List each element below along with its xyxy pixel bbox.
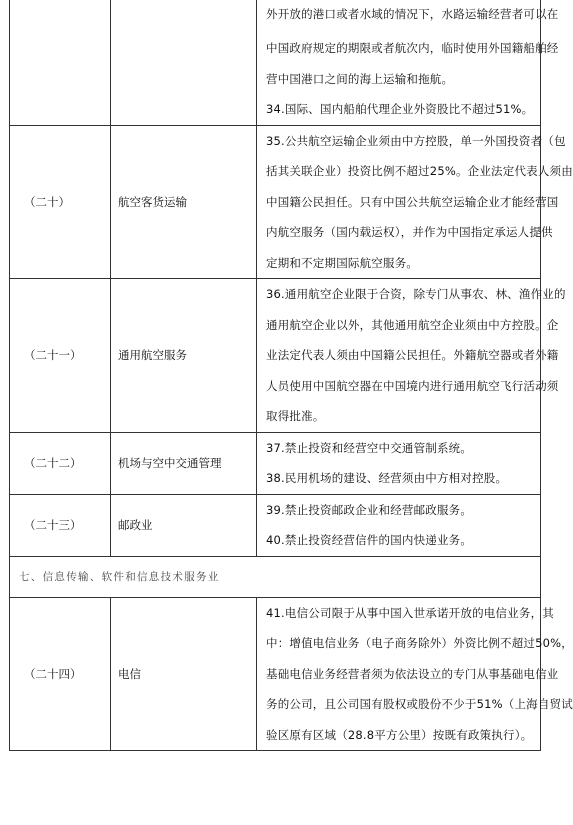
section-heading: 七、信息传输、软件和信息技术服务业	[10, 556, 541, 597]
measure-line: 内航空服务（国内载运权），并作为中国指定承运人提供	[266, 225, 553, 239]
measure-line: 中国籍公民担任。只有中国公共航空运输企业才能经营国	[266, 194, 559, 209]
measure-line: 36.通用航空企业限于合资，除专门从事农、林、渔作业的	[266, 287, 566, 301]
table-row	[10, 279, 541, 433]
table-row	[10, 597, 541, 751]
measure-line: 括其关联企业）投资比例不超过25%。企业法定代表人须由	[266, 164, 573, 178]
measure-line: 基础电信业务经营者须为依法设立的专门从事基础电信业	[266, 666, 559, 681]
table-row	[10, 494, 541, 556]
item-number-cell: （二十一）	[10, 279, 111, 433]
item-number-cell: （二十二）	[10, 432, 111, 494]
measure-line: 中国政府规定的期限或者航次内，临时使用外国籍船舶经	[266, 41, 559, 55]
industry-cell: 通用航空服务	[111, 279, 257, 433]
measures-cell	[257, 432, 541, 494]
measure-line: 34.国际、国内船舶代理企业外资股比不超过51%。	[266, 102, 534, 116]
measures-cell	[257, 597, 573, 751]
measures-cell	[257, 125, 573, 279]
item-number-cell: （二十三）	[10, 494, 111, 556]
table-row	[10, 432, 541, 494]
measures-cell	[257, 494, 541, 556]
measure-line: 38.民用机场的建设、经营须由中方相对控股。	[266, 471, 508, 485]
table-row	[10, 0, 541, 125]
table-row	[10, 125, 541, 279]
measure-line: 外开放的港口或者水域的情况下，水路运输经营者可以在	[266, 7, 559, 21]
measure-line: 37.禁止投资和经营空中交通管制系统。	[266, 440, 473, 455]
industry-cell: 航空客货运输	[111, 125, 257, 279]
measure-line: 定期和不定期国际航空服务。	[266, 255, 419, 270]
measures-cell	[257, 0, 559, 125]
industry-cell: 电信	[111, 597, 257, 751]
measure-line: 41.电信公司限于从事中国入世承诺开放的电信业务，其	[266, 605, 554, 620]
measure-line: 40.禁止投资经营信件的国内快递业务。	[266, 533, 473, 547]
industry-cell	[111, 0, 257, 125]
industry-cell: 机场与空中交通管理	[111, 432, 257, 494]
measure-line: 通用航空企业以外，其他通用航空企业须由中方控股。企	[266, 317, 559, 332]
measure-line: 35.公共航空运输企业须由中方控股，单一外国投资者（包	[266, 133, 566, 148]
measure-line: 营中国港口之间的海上运输和拖航。	[266, 71, 454, 86]
measure-line: 业法定代表人须由中国籍公民担任。外籍航空器或者外籍	[266, 348, 559, 362]
measures-cell	[257, 279, 566, 433]
industry-cell: 邮政业	[111, 494, 257, 556]
measure-line: 务的公司，且公司国有股权或股份不少于51%（上海自贸试	[266, 697, 573, 711]
measure-line: 中：增值电信业务（电子商务除外）外资比例不超过50%，	[266, 636, 573, 650]
item-number-cell	[10, 0, 111, 125]
item-number-cell: （二十）	[10, 125, 111, 279]
measure-line: 人员使用中国航空器在中国境内进行通用航空飞行活动须	[266, 378, 559, 393]
measure-line: 取得批准。	[266, 409, 325, 423]
section-heading-row	[10, 556, 541, 597]
measure-line: 验区原有区域（28.8平方公里）按既有政策执行）。	[266, 727, 533, 742]
negative-list-table	[9, 0, 573, 751]
measure-line: 39.禁止投资邮政企业和经营邮政服务。	[266, 502, 473, 517]
item-number-cell: （二十四）	[10, 597, 111, 751]
